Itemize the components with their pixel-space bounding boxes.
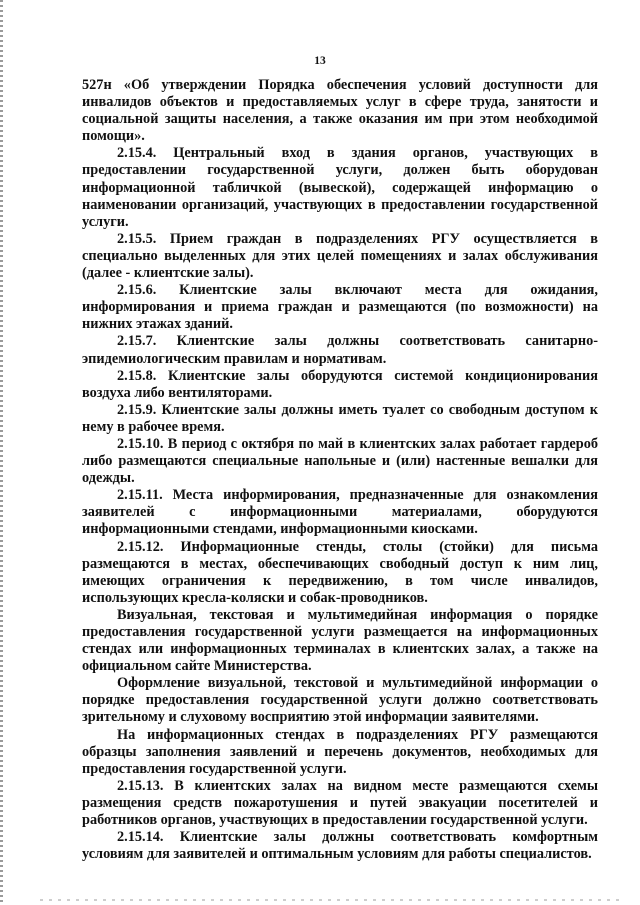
scan-noise <box>40 899 620 901</box>
paragraph: 2.15.10. В период с октября по май в клиентских залах работает гардероб либо размещаются специальные напольные и (или) настенные вешалки для одежды. <box>82 435 598 487</box>
paragraph: 2.15.7. Клиентские залы должны соответствовать санитарно-эпидемиологическим правилам и нормативам. <box>82 333 598 367</box>
paragraph: 2.15.14. Клиентские залы должны соответствовать комфортным условиям для заявителей и оптимальным условиям для работы специалистов. <box>82 829 598 863</box>
scan-edge <box>0 0 3 905</box>
document-body <box>82 77 598 863</box>
paragraph: Оформление визуальной, текстовой и мультимедийной информации о порядке предоставления государственной услуги должно соответствовать зрительному и слуховому восприятию этой информации заявителями. <box>82 675 598 726</box>
paragraph: 2.15.13. В клиентских залах на видном месте размещаются схемы размещения средств пожаротушения и путей эвакуации посетителей и работников органов, участвующих в предоставлении государственной услуги. <box>82 777 598 829</box>
paragraph: 2.15.4. Центральный вход в здания органов, участвующих в предоставлении государственной услуги, должен быть оборудован информационной табличкой (вывеской), содержащей информацию о наименовании организаций, участвующих в предоставлении государственной услуги. <box>82 145 598 230</box>
paragraph: 2.15.5. Прием граждан в подразделениях РГУ осуществляется в специально выделенных для этих целей помещениях и залах обслуживания (далее - клиентские залы). <box>82 230 598 282</box>
paragraph: 2.15.9. Клиентские залы должны иметь туалет со свободным доступом к нему в рабочее время. <box>82 401 598 435</box>
paragraph: 2.15.8. Клиентские залы оборудуются системой кондиционирования воздуха либо вентиляторами. <box>82 367 598 401</box>
paragraph: На информационных стендах в подразделениях РГУ размещаются образцы заполнения заявлений и перечень документов, необходимых для предоставления государственной услуги. <box>82 726 598 777</box>
paragraph: 527н «Об утверждении Порядка обеспечения условий доступности для инвалидов объектов и предоставляемых услуг в сфере труда, занятости и социальной защиты населения, а также оказания им при этом необходимой помощи». <box>82 77 598 145</box>
paragraph: 2.15.6. Клиентские залы включают места для ожидания, информирования и приема граждан и размещаются (по возможности) на нижних этажах зданий. <box>82 282 598 333</box>
paragraph: 2.15.11. Места информирования, предназначенные для ознакомления заявителей с информационными материалами, оборудуются информационными стендами, информационными киосками. <box>82 487 598 538</box>
page-number: 13 <box>314 55 326 67</box>
paragraph: 2.15.12. Информационные стенды, столы (стойки) для письма размещаются в местах, обеспечивающих свободный доступ к ним лиц, имеющих ограничения к передвижению, в том числе инвалидов, использующих кресла-коляски и собак-проводников. <box>82 538 598 606</box>
paragraph: Визуальная, текстовая и мультимедийная информация о порядке предоставления государственной услуги размещается на информационных стендах или информационных терминалах в клиентских залах, а также на официальном сайте Министерства. <box>82 606 598 675</box>
